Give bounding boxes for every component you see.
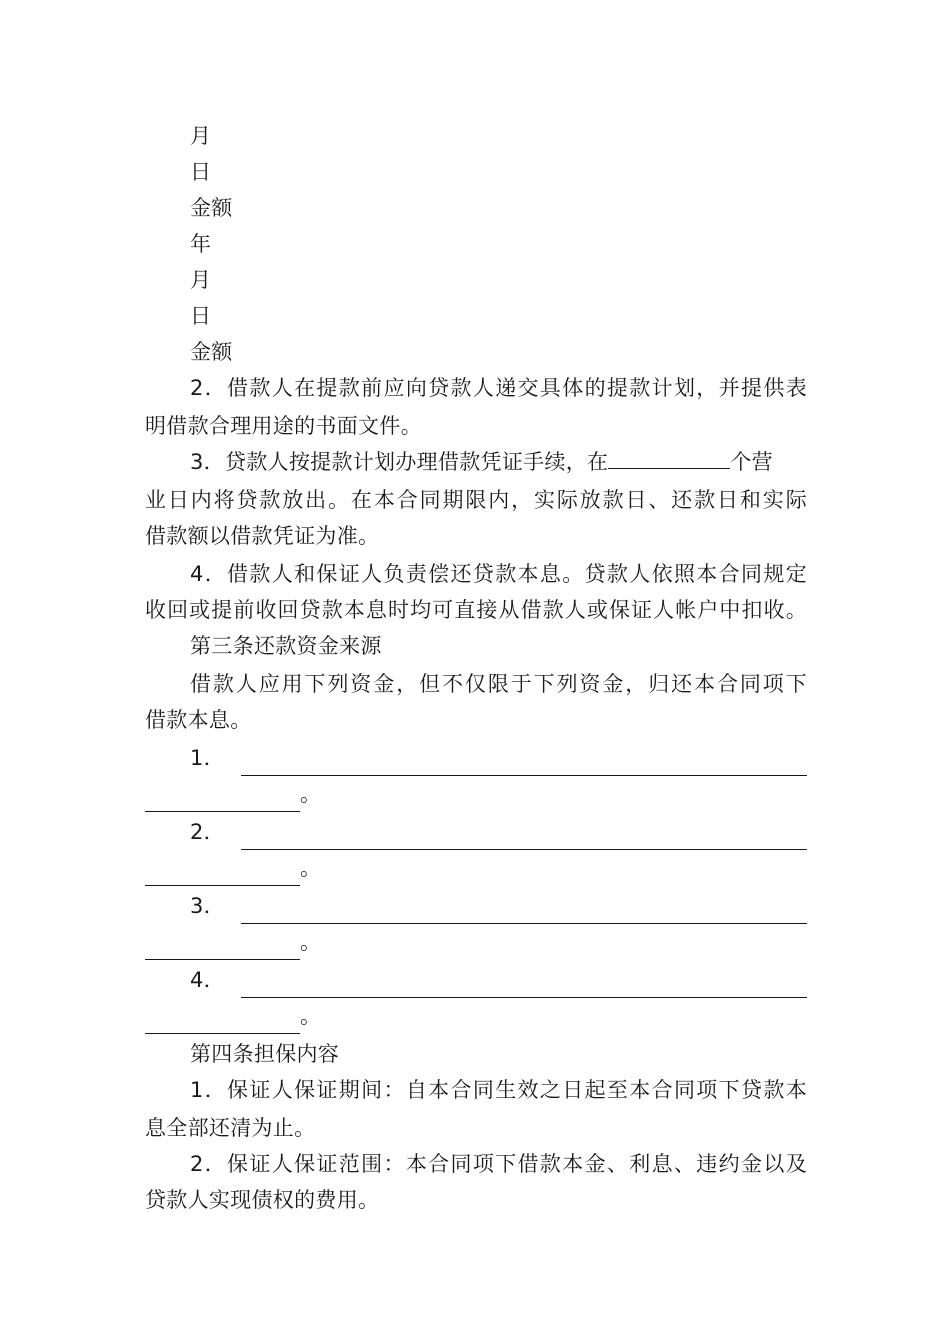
funding-source-4-blank-cont[interactable] xyxy=(145,1009,300,1034)
funding-source-4-number: 4． xyxy=(190,968,225,992)
funding-source-2-end: 。 xyxy=(300,856,322,880)
funding-source-3-number: 3． xyxy=(190,894,225,918)
funding-source-2-cont xyxy=(145,850,807,886)
funding-source-2-blank[interactable] xyxy=(241,825,807,850)
funding-source-3-end: 。 xyxy=(300,930,322,954)
guarantee-scope-line-1: 2．保证人保证范围：本合同项下借款本金、利息、违约金以及 xyxy=(190,1152,807,1176)
business-days-blank[interactable] xyxy=(608,446,730,469)
clause-2-line-1: 2．借款人在提款前应向贷款人递交具体的提款计划，并提供表 xyxy=(190,376,807,400)
guarantee-period-line-1: 1．保证人保证期间：自本合同生效之日起至本合同项下贷款本 xyxy=(190,1078,807,1102)
funding-source-1-cont xyxy=(145,776,807,812)
clause-4-line-1: 4．借款人和保证人负责偿还贷款本息。贷款人依照本合同规定 xyxy=(190,562,807,586)
funding-source-1-blank[interactable] xyxy=(241,751,807,776)
schedule-month-label: 月 xyxy=(190,124,212,148)
funding-source-3-blank-cont[interactable] xyxy=(145,935,300,960)
clause-3-line-1-pre: 3．贷款人按提款计划办理借款凭证手续，在 xyxy=(190,450,609,474)
funding-source-2-number: 2． xyxy=(190,820,225,844)
schedule-amount-label: 金额 xyxy=(190,196,233,220)
funding-source-4-end: 。 xyxy=(300,1004,322,1028)
clause-3-line-1-post: 个营 xyxy=(730,450,773,474)
funding-source-1-number: 1． xyxy=(190,746,225,770)
article-4-heading: 第四条担保内容 xyxy=(190,1042,340,1066)
schedule-day-label-2: 日 xyxy=(190,304,212,328)
clause-2-line-2: 明借款合理用途的书面文件。 xyxy=(145,414,422,438)
clause-3-line-2: 业日内将贷款放出。在本合同期限内，实际放款日、还款日和实际 xyxy=(145,488,807,512)
schedule-amount-label-2: 金额 xyxy=(190,340,233,364)
funding-source-1 xyxy=(190,740,807,776)
article-3-intro-line-2: 借款本息。 xyxy=(145,708,252,732)
clause-3-line-1 xyxy=(190,444,807,480)
article-3-heading: 第三条还款资金来源 xyxy=(190,634,382,658)
funding-source-4 xyxy=(190,962,807,998)
schedule-day-label: 日 xyxy=(190,160,212,184)
funding-source-2-blank-cont[interactable] xyxy=(145,861,300,886)
schedule-month-label-2: 月 xyxy=(190,268,212,292)
clause-4-line-2: 收回或提前收回贷款本息时均可直接从借款人或保证人帐户中扣收。 xyxy=(145,598,807,622)
funding-source-3-blank[interactable] xyxy=(241,899,807,924)
funding-source-3-cont xyxy=(145,924,807,960)
funding-source-2 xyxy=(190,814,807,850)
guarantee-scope-line-2: 贷款人实现债权的费用。 xyxy=(145,1188,380,1212)
article-3-intro-line-1: 借款人应用下列资金，但不仅限于下列资金，归还本合同项下 xyxy=(190,672,807,696)
guarantee-period-line-2: 息全部还清为止。 xyxy=(145,1116,316,1140)
clause-3-line-3: 借款额以借款凭证为准。 xyxy=(145,524,380,548)
funding-source-1-end: 。 xyxy=(300,782,322,806)
funding-source-3 xyxy=(190,888,807,924)
funding-source-1-blank-cont[interactable] xyxy=(145,787,300,812)
schedule-year-label: 年 xyxy=(190,232,212,256)
funding-source-4-blank[interactable] xyxy=(241,973,807,998)
funding-source-4-cont xyxy=(145,998,807,1034)
